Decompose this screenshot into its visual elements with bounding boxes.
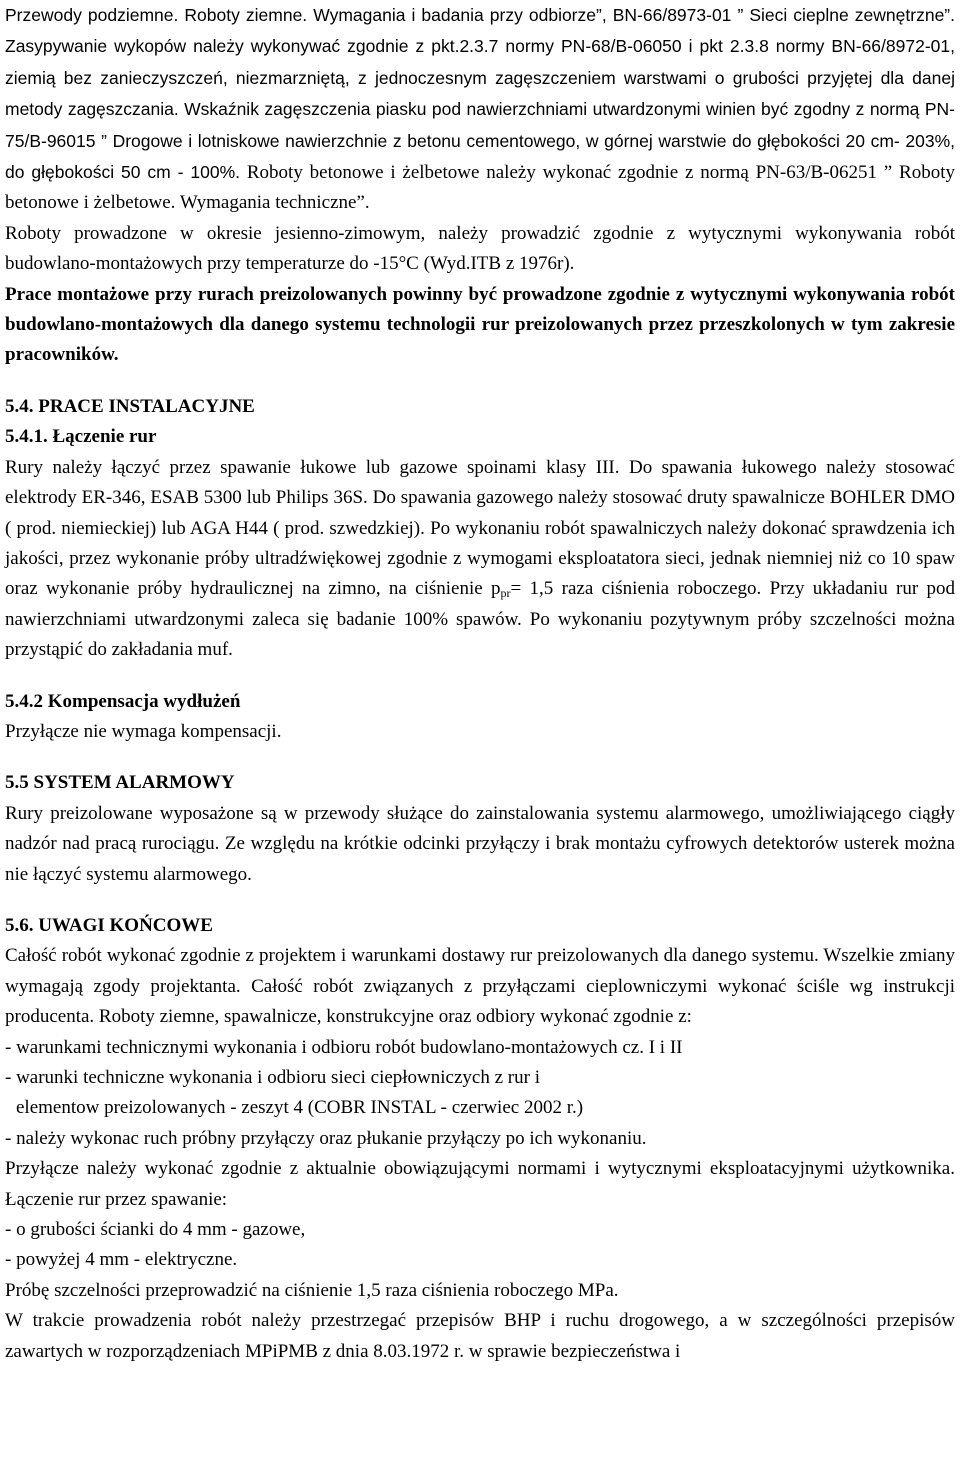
earthworks-text: Przewody podziemne. Roboty ziemne. Wymagania i badania przy odbiorze”, BN-66/8973-01 ” Sieci cieplne zewnętrzne”. Zasypywanie wykopów należy wykonywać zgodnie z pkt.2.3.7 normy PN-68/B-06050 i pkt 2.3.8 normy BN-66/8972-01, ziemią bez zanieczyszczeń, niezmarzniętą, z jednoczesnym zagęszczeniem warstwami o grubości przyjętej dla danej metody zagęszczania. [5,5,955,120]
list-item: - należy wykonac ruch próbny przyłączy oraz płukanie przyłączy po ich wykonaniu. [5,1127,647,1149]
compaction-text: Wskaźnik zagęszczenia piasku pod nawierzchniami utwardzonymi winien być zgodny z normą PN-75/B-96015 ” Drogowe i lotniskowe nawierzchnie z betonu cementowego, w górnej warstwie do głębokości 20 cm- 203%, do głębokości 50 cm - 100%. [5,99,956,183]
paragraph-safety: W trakcie prowadzenia robót należy przestrzegać przepisów BHP i ruchu drogowego, a w szczególności przepisów zawartych w rozporządzeniach MPiPMB z dnia 8.03.1972 r. w sprawie bezpieczeństwa i [5,1310,955,1362]
list-item: - o grubości ścianki do 4 mm - gazowe, [5,1219,306,1241]
paragraph-preinsulated-assembly: Prace montażowe przy rurach preizolowanych powinny być prowadzone zgodnie z wytycznymi wykonywania robót budowlano-montażowych dla danego systemu technologii rur preizolowanych przez przeszkolonych w tym zakresie pracowników. [5,283,955,366]
paragraph-pipe-joining [5,453,955,666]
heading-5-4: 5.4. PRACE INSTALACYJNE [5,395,255,417]
paragraph-earthworks [5,0,955,219]
heading-5-6: 5.6. UWAGI KOŃCOWE [5,914,213,936]
paragraph-alarm-system: Rury preizolowane wyposażone są w przewody służące do zainstalowania systemu alarmowego, umożliwiającego ciągły nadzór nad pracą rurociągu. Ze względu na krótkie odcinki przyłączy i brak montażu cyfrowych detektorów usterek można nie łączyć systemu alarmowego. [5,802,955,885]
concrete-works-text: Roboty betonowe i żelbetowe należy wykonać zgodnie z normą PN-63/B-06251 ” Roboty betonowe i żelbetowe. Wymagania techniczne”. [5,162,956,214]
pipe-joining-text-b: = 1,5 raza ciśnienia roboczego. Przy układaniu rur pod nawierzchniami utwardzonymi zaleca się badanie 100% spawów. Po wykonaniu pozytywnym próby szczelności można przystąpić do zakładania muf. [5,578,956,661]
pressure-subscript: pr [500,586,511,601]
list-item: - warunki techniczne wykonania i odbioru sieci ciepłowniczych z rur i [5,1067,540,1088]
pipe-joining-text-a: Rury należy łączyć przez spawanie łukowe lub gazowe spoinami klasy III. Do spawania łukowego należy stosować elektrody ER-346, ESAB 5300 lub Philips 36S. Do spawania gazowego należy stosować druty spawalnicze BOHLER DMO ( prod. niemieckiej) lub AGA H44 ( prod. szwedzkiej). Po wykonaniu robót spawalniczych należy dokonać sprawdzenia ich jakości, przez wykonanie próby ultradźwiękowej zgodnie z wymogami eksploatatora sieci, jednak niemniej niż co 10 spaw oraz wykonanie próby hydraulicznej na zimno, na ciśnienie p [5,456,955,600]
list-item: - powyżej 4 mm - elektryczne. [5,1249,238,1271]
heading-5-4-2: 5.4.2 Kompensacja wydłużeń [5,690,241,712]
paragraph-pressure-test: Próbę szczelności przeprowadzić na ciśnienie 1,5 raza ciśnienia roboczego MPa. [5,1279,619,1301]
paragraph-final-notes: Całość robót wykonać zgodnie z projektem i warunkami dostawy rur preizolowanych dla danego systemu. Wszelkie zmiany wymagają zgody projektanta. Całość robót związanych z przyłączami cieplowniczymi wykonać ściśle wg instrukcji producenta. Roboty ziemne, spawalnicze, konstrukcyjne oraz odbiory wykonać zgodnie z: [5,945,955,1028]
list-item-continuation: elementow preizolowanych - zeszyt 4 (COBR INSTAL - czerwiec 2002 r.) [16,1097,584,1119]
list-item: - warunkami technicznymi wykonania i odbioru robót budowlano-montażowych cz. I i II [5,1036,683,1058]
heading-5-5: 5.5 SYSTEM ALARMOWY [5,772,235,794]
paragraph-compensation: Przyłącze nie wymaga kompensacji. [5,720,282,742]
heading-5-4-1: 5.4.1. Łączenie rur [5,426,157,448]
paragraph-connection-rules: Przyłącze należy wykonać zgodnie z aktualnie obowiązującymi normami i wytycznymi eksploatacyjnymi użytkownika. Łączenie rur przez spawanie: [5,1158,955,1210]
paragraph-winter-works: Roboty prowadzone w okresie jesienno-zimowym, należy prowadzić zgodnie z wytycznymi wykonywania robót budowlano-montażowych przy temperaturze do -15°C (Wyd.ITB z 1976r). [5,222,955,275]
